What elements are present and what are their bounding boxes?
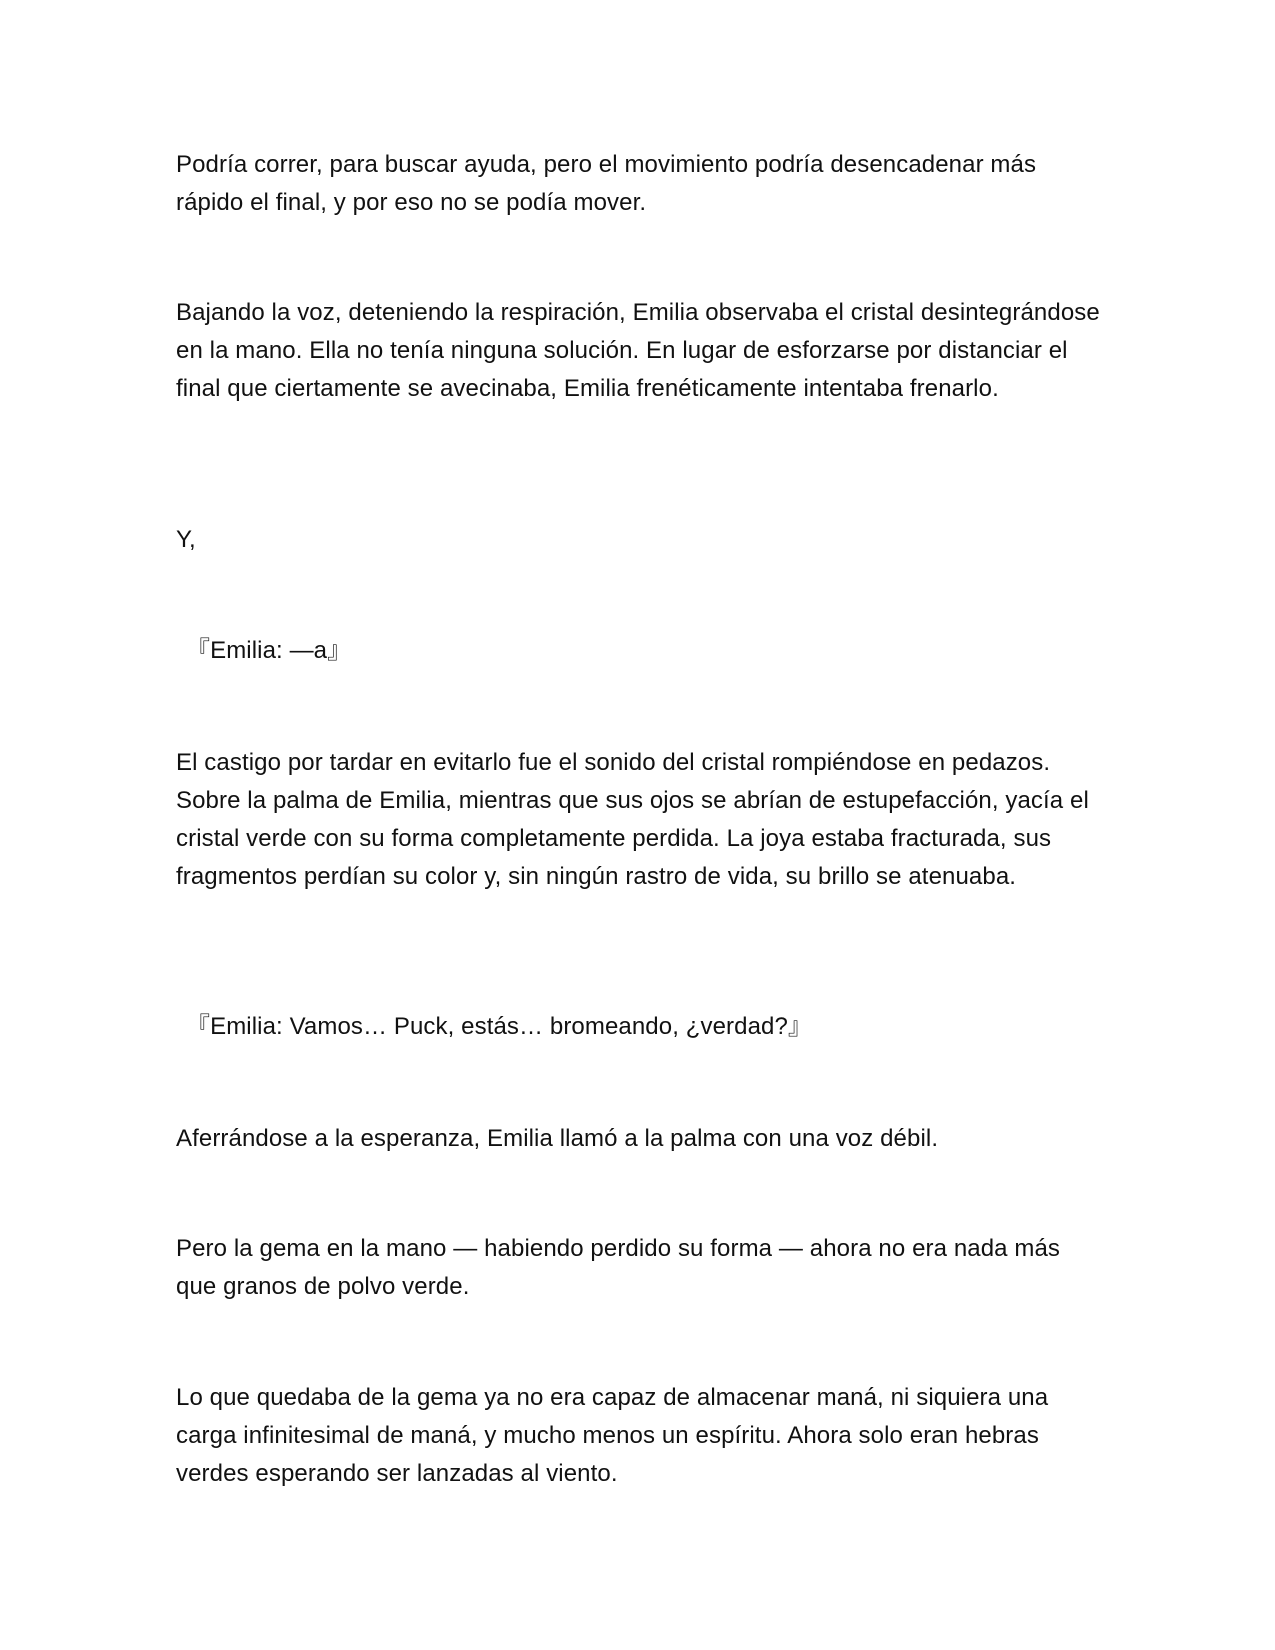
paragraph-1: Podría correr, para buscar ayuda, pero el movimiento podría desencadenar más rápido el final, y por eso no se podía mover. <box>176 151 1037 216</box>
paragraph-7: Aferrándose a la esperanza, Emilia llamó a la palma con una voz débil. <box>176 1125 939 1152</box>
paragraph-2: Bajando la voz, deteniendo la respiración, Emilia observaba el cristal desintegrándose en la mano. Ella no tenía ninguna solución. En lugar de esforzarse por distanciar el final que ciertamente se avecinaba, Emilia frenéticamente intentaba frenarlo. <box>176 299 1100 402</box>
paragraph-3: Y, <box>176 526 196 553</box>
dialogue-line-1: 『Emilia: —a』 <box>186 637 352 664</box>
paragraph-8: Pero la gema en la mano — habiendo perdido su forma — ahora no era nada más que granos de polvo verde. <box>176 1235 1061 1300</box>
paragraph-5: El castigo por tardar en evitarlo fue el sonido del cristal rompiéndose en pedazos. Sobre la palma de Emilia, mientras que sus ojos se abrían de estupefacción, yacía el cristal verde con su forma completamente perdida. La joya estaba fracturada, sus fragmentos perdían su color y, sin ningún rastro de vida, su brillo se atenuaba. <box>176 749 1089 890</box>
paragraph-9: Lo que quedaba de la gema ya no era capaz de almacenar maná, ni siquiera una carga infinitesimal de maná, y mucho menos un espíritu. Ahora solo eran hebras verdes esperando ser lanzadas al viento. <box>176 1384 1049 1487</box>
dialogue-line-2: 『Emilia: Vamos… Puck, estás… bromeando, ¿verdad?』 <box>186 1013 813 1040</box>
